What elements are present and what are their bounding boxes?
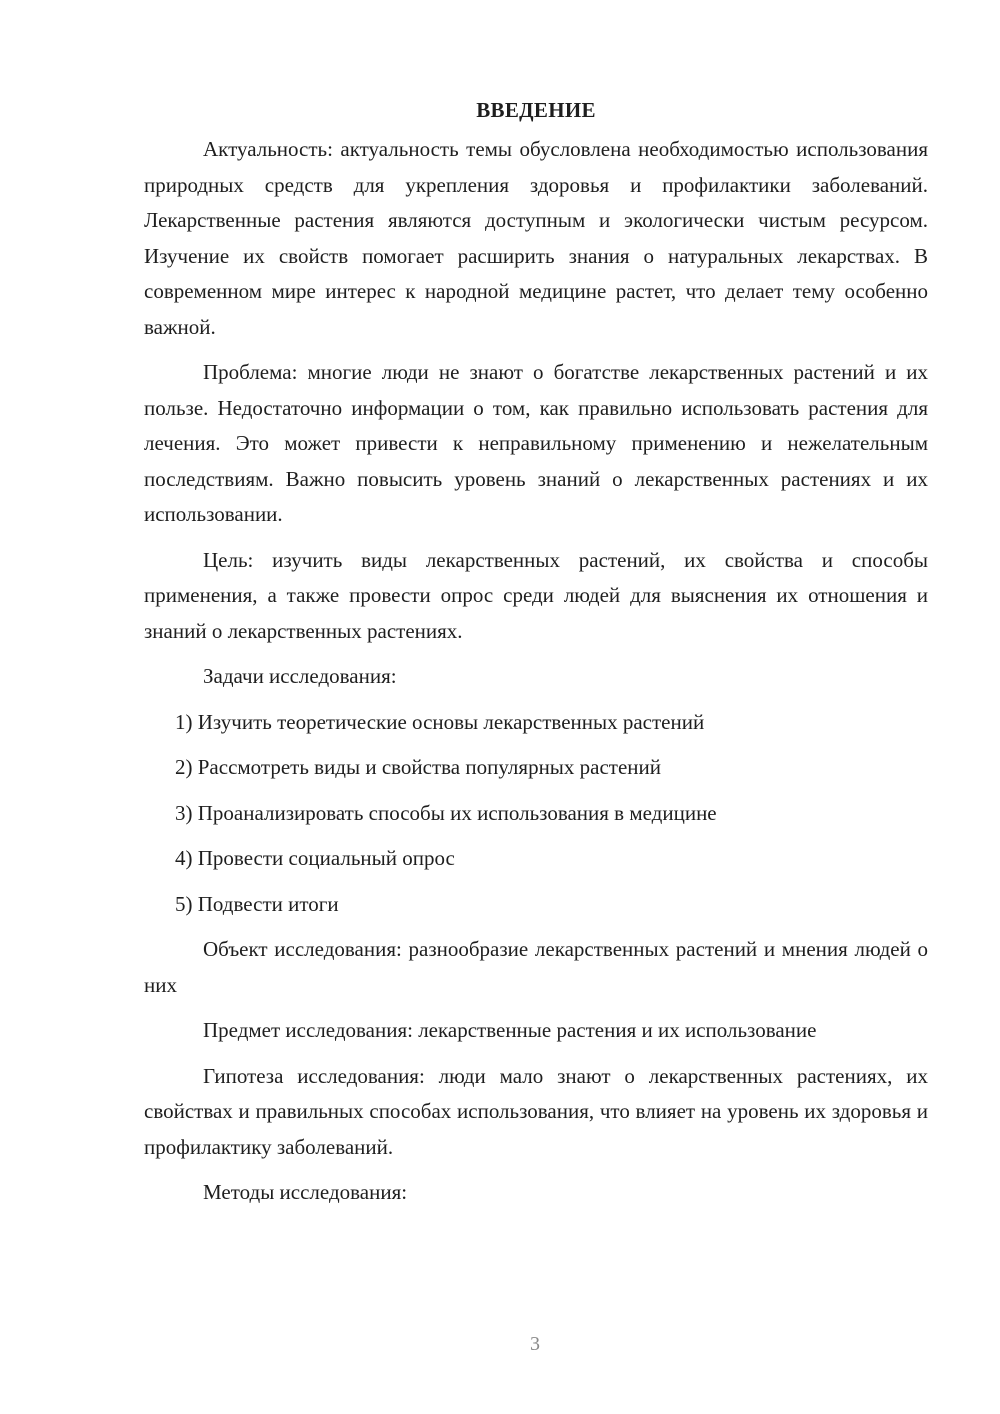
list-item: 1) Изучить теоретические основы лекарственных растений: [175, 709, 705, 734]
list-item: 4) Провести социальный опрос: [175, 846, 455, 870]
problem-paragraph: Проблема: многие люди не знают о богатстве лекарственных растений и их пользе. Недостаточно информации о том, как правильно использовать растения для лечения. Это может привести к неправильному применению и нежелательным последствиям. Важно повысить уровень знаний о лекарственных растениях и их использовании.: [144, 360, 928, 526]
tasks-heading: Задачи исследования:: [203, 664, 397, 688]
hypothesis-paragraph: Гипотеза исследования: люди мало знают о лекарственных растениях, их свойствах и правильных способах использования, что влияет на уровень их здоровья и профилактику заболеваний.: [144, 1063, 928, 1159]
document-page: [144, 92, 928, 1221]
object-paragraph: Объект исследования: разнообразие лекарственных растений и мнения людей о них: [144, 937, 928, 997]
tasks-list: [144, 705, 928, 923]
subject-paragraph: Предмет исследования: лекарственные растения и их использование: [203, 1018, 817, 1042]
methods-heading: Методы исследования:: [203, 1180, 408, 1204]
list-item: 5) Подвести итоги: [175, 891, 339, 916]
relevance-paragraph: Актуальность: актуальность темы обусловлена необходимостью использования природных средств для укрепления здоровья и профилактики заболеваний. Лекарственные растения являются доступным и экологически чистым ресурсом. Изучение их свойств помогает расширить знания о натуральных лекарствах. В современном мире интерес к народной медицине растет, что делает тему особенно важной.: [144, 137, 928, 339]
list-item: 3) Проанализировать способы их использования в медицине: [175, 800, 717, 825]
section-title: ВВЕДЕНИЕ: [476, 98, 596, 122]
page-number: 3: [530, 1333, 540, 1355]
goal-paragraph: Цель: изучить виды лекарственных растений, их свойства и способы применения, а также провести опрос среди людей для выяснения их отношения и знаний о лекарственных растениях.: [144, 547, 928, 643]
list-item: 2) Рассмотреть виды и свойства популярных растений: [175, 755, 662, 779]
